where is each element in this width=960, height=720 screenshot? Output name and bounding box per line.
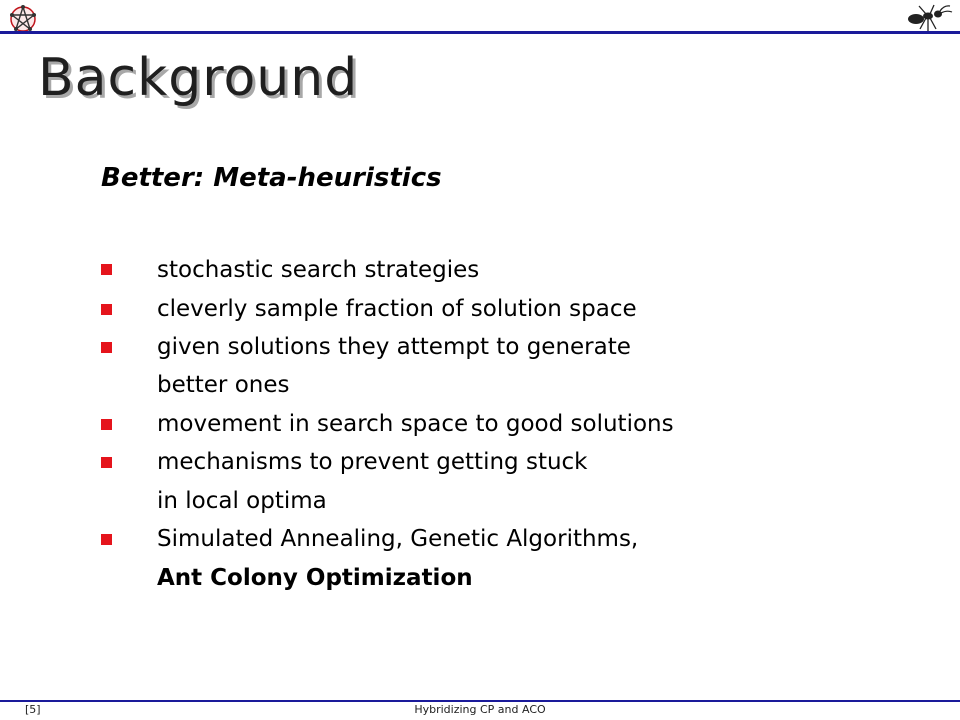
bullet-text: stochastic search strategies xyxy=(157,257,480,283)
bullet-marker xyxy=(101,342,112,353)
bullet-continuation-emphasis: Ant Colony Optimization xyxy=(157,565,473,591)
bullet-continuation: in local optima xyxy=(157,488,327,514)
bullet-text: given solutions they attempt to generate xyxy=(157,334,631,360)
bullet-text: mechanisms to prevent getting stuck xyxy=(157,449,588,475)
bullet-text: movement in search space to good solutions xyxy=(157,411,674,437)
footer-title: Hybridizing CP and ACO xyxy=(414,703,546,716)
bullet-marker xyxy=(101,304,112,315)
header-rule xyxy=(0,31,960,34)
ant-icon xyxy=(904,2,954,34)
pentagram-logo-icon xyxy=(7,2,39,34)
bullet-marker xyxy=(101,419,112,430)
footer-rule xyxy=(0,700,960,702)
page-number: [5] xyxy=(25,703,41,716)
bullet-marker xyxy=(101,264,112,275)
slide-title: Background xyxy=(38,48,359,108)
bullet-text: Simulated Annealing, Genetic Algorithms, xyxy=(157,526,639,552)
bullet-text: cleverly sample fraction of solution space xyxy=(157,296,637,322)
bullet-marker xyxy=(101,457,112,468)
bullet-marker xyxy=(101,534,112,545)
bullet-continuation: better ones xyxy=(157,372,290,398)
slide-subtitle: Better: Meta-heuristics xyxy=(101,163,442,193)
